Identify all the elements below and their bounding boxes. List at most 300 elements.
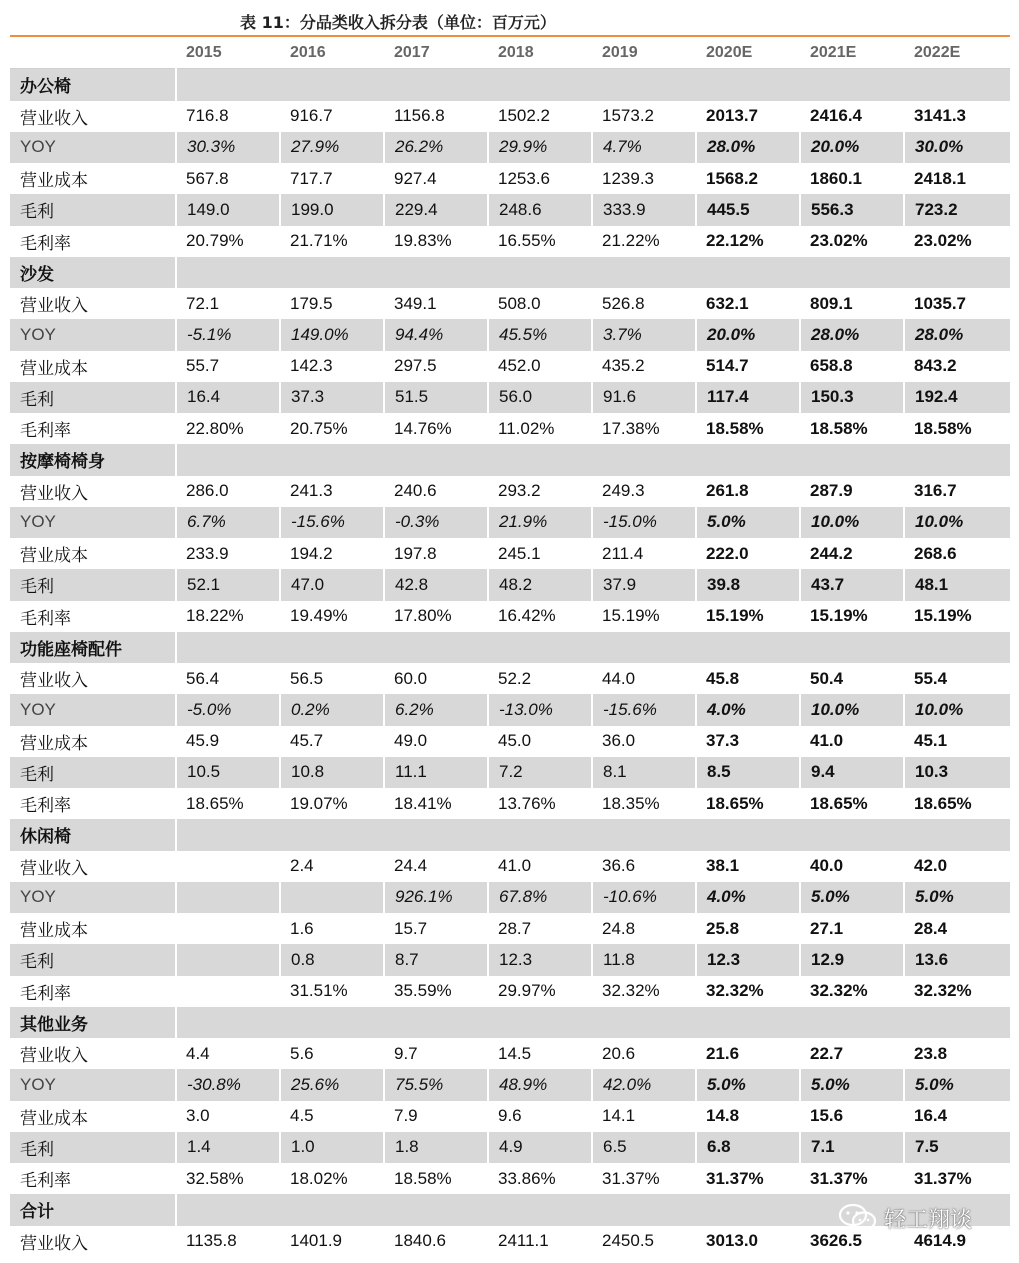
value-cell: 49.0 — [394, 731, 428, 751]
value-cell: -15.6% — [280, 507, 384, 538]
section-blank-cell — [280, 444, 384, 475]
row-label: 毛利率 — [20, 608, 71, 629]
section-blank-cell — [800, 69, 904, 101]
value-cell: 19.83% — [394, 231, 452, 251]
table-row — [10, 694, 1010, 725]
value-cell: 16.4 — [914, 1106, 948, 1126]
header-row — [10, 37, 1010, 69]
value-cell: 48.1 — [904, 569, 1010, 600]
value-cell: 6.7% — [176, 507, 280, 538]
value-cell: 28.0% — [800, 319, 904, 350]
value-cell: 38.1 — [706, 856, 740, 876]
value-cell: 18.02% — [290, 1168, 348, 1188]
value-cell: 179.5 — [290, 293, 333, 313]
value-cell: 5.0% — [800, 882, 904, 913]
value-cell: 91.6 — [592, 382, 696, 413]
value-cell: 7.5 — [904, 1132, 1010, 1163]
value-cell: 809.1 — [810, 293, 853, 313]
row-label: 毛利率 — [20, 233, 71, 254]
value-cell: 6.2% — [384, 694, 488, 725]
value-cell: 9.7 — [394, 1043, 418, 1063]
value-cell: 2013.7 — [706, 106, 758, 126]
value-cell: 5.0% — [800, 1069, 904, 1100]
section-blank-cell — [696, 257, 800, 288]
section-blank-cell — [800, 819, 904, 850]
section-blank-cell — [488, 819, 592, 850]
value-cell: 716.8 — [186, 106, 229, 126]
value-cell: 117.4 — [696, 382, 800, 413]
value-cell: 56.4 — [186, 668, 220, 688]
value-cell: 28.0% — [904, 319, 1010, 350]
row-label: 营业成本 — [20, 733, 88, 754]
value-cell: 18.65% — [706, 793, 764, 813]
value-cell: 10.0% — [800, 694, 904, 725]
value-cell: 12.3 — [488, 944, 592, 975]
row-label: 毛利 — [10, 569, 176, 600]
year-header: 2019 — [592, 37, 696, 69]
value-cell: 1573.2 — [602, 106, 654, 126]
table-row — [10, 569, 1010, 600]
section-blank-cell — [488, 444, 592, 475]
row-label: YOY — [10, 1069, 176, 1100]
value-cell: 7.9 — [394, 1106, 418, 1126]
value-cell: 29.97% — [498, 981, 556, 1001]
section-blank-cell — [280, 257, 384, 288]
table-row — [10, 726, 1010, 757]
table-row — [10, 382, 1010, 413]
value-cell: 14.1 — [602, 1106, 636, 1126]
value-cell: 233.9 — [186, 543, 229, 563]
value-cell: 15.19% — [810, 606, 868, 626]
value-cell: 12.9 — [800, 944, 904, 975]
row-label: 毛利率 — [20, 796, 71, 817]
value-cell: -13.0% — [488, 694, 592, 725]
value-cell: 25.8 — [706, 918, 740, 938]
value-cell: 48.9% — [488, 1069, 592, 1100]
value-cell: 7.1 — [800, 1132, 904, 1163]
value-cell: 45.1 — [914, 731, 948, 751]
value-cell: 13.6 — [904, 944, 1010, 975]
value-cell: 916.7 — [290, 106, 333, 126]
row-label: YOY — [10, 132, 176, 163]
value-cell: 15.6 — [810, 1106, 844, 1126]
value-cell: 30.0% — [904, 132, 1010, 163]
value-cell: 4.4 — [186, 1043, 210, 1063]
value-cell: 31.37% — [706, 1168, 764, 1188]
value-cell: 287.9 — [810, 481, 853, 501]
value-cell: 149.0% — [280, 319, 384, 350]
value-cell: 2.4 — [290, 856, 314, 876]
value-cell: 28.0% — [696, 132, 800, 163]
row-label: 营业成本 — [20, 1108, 88, 1129]
value-cell: 17.38% — [602, 418, 660, 438]
table-row — [10, 351, 1010, 382]
section-blank-cell — [592, 1007, 696, 1038]
value-cell: 261.8 — [706, 481, 749, 501]
value-cell: 249.3 — [602, 481, 645, 501]
table-row — [10, 1069, 1010, 1100]
table-title: 表 11：分品类收入拆分表（单位：百万元） — [240, 13, 556, 32]
section-blank-cell — [592, 819, 696, 850]
year-header: 2022E — [904, 37, 1010, 69]
value-cell: 4.7% — [592, 132, 696, 163]
value-cell: 20.79% — [186, 231, 244, 251]
table-row — [10, 476, 1010, 507]
value-cell: 244.2 — [810, 543, 853, 563]
value-cell: 5.6 — [290, 1043, 314, 1063]
year-header: 2020E — [696, 37, 800, 69]
value-cell: 45.7 — [290, 731, 324, 751]
value-cell: 1.8 — [384, 1132, 488, 1163]
value-cell: 1035.7 — [914, 293, 966, 313]
row-label: 毛利 — [10, 757, 176, 788]
section-blank-cell — [488, 1007, 592, 1038]
row-label: 营业收入 — [20, 108, 88, 129]
value-cell: 37.3 — [706, 731, 740, 751]
row-label: 营业收入 — [20, 1046, 88, 1067]
value-cell: 1840.6 — [394, 1231, 446, 1251]
table-row — [10, 163, 1010, 194]
value-cell: 21.9% — [488, 507, 592, 538]
table-row — [10, 944, 1010, 975]
value-cell: 2450.5 — [602, 1231, 654, 1251]
section-header-row — [10, 632, 1010, 663]
value-cell: 28.7 — [498, 918, 532, 938]
value-cell: 26.2% — [384, 132, 488, 163]
value-cell: 12.3 — [696, 944, 800, 975]
table-row — [10, 226, 1010, 257]
row-label: 营业收入 — [20, 858, 88, 879]
value-cell: 3013.0 — [706, 1231, 758, 1251]
value-cell: 1860.1 — [810, 168, 862, 188]
value-cell — [176, 913, 280, 944]
value-cell: 1135.8 — [186, 1231, 237, 1251]
value-cell: 0.8 — [280, 944, 384, 975]
value-cell: 3.0 — [186, 1106, 210, 1126]
section-blank-cell — [904, 1007, 1010, 1038]
section-title: 合计 — [10, 1194, 176, 1225]
value-cell: 0.2% — [280, 694, 384, 725]
value-cell: 10.5 — [176, 757, 280, 788]
value-cell — [176, 976, 280, 1007]
value-cell: 192.4 — [904, 382, 1010, 413]
value-cell: 75.5% — [384, 1069, 488, 1100]
value-cell: 19.07% — [290, 793, 348, 813]
section-blank-cell — [696, 69, 800, 101]
row-label: 毛利 — [10, 944, 176, 975]
section-blank-cell — [384, 1007, 488, 1038]
value-cell: 13.76% — [498, 793, 556, 813]
value-cell: -15.6% — [592, 694, 696, 725]
value-cell: 24.4 — [394, 856, 428, 876]
value-cell: 41.0 — [810, 731, 844, 751]
section-blank-cell — [176, 1007, 280, 1038]
value-cell: 11.02% — [498, 418, 555, 438]
value-cell: 222.0 — [706, 543, 749, 563]
value-cell: 31.51% — [290, 981, 348, 1001]
row-label: YOY — [10, 319, 176, 350]
section-blank-cell — [176, 257, 280, 288]
table-row — [10, 101, 1010, 132]
section-blank-cell — [904, 819, 1010, 850]
section-blank-cell — [592, 257, 696, 288]
section-header-row — [10, 444, 1010, 475]
row-label: 毛利 — [10, 194, 176, 225]
value-cell: 32.32% — [706, 981, 764, 1001]
section-blank-cell — [280, 1194, 384, 1225]
value-cell: 44.0 — [602, 668, 636, 688]
value-cell: 31.37% — [602, 1168, 660, 1188]
section-title: 其他业务 — [10, 1007, 176, 1038]
value-cell: 14.5 — [498, 1043, 532, 1063]
wechat-icon — [838, 1202, 878, 1234]
value-cell: 445.5 — [696, 194, 800, 225]
year-header: 2018 — [488, 37, 592, 69]
row-label: 营业收入 — [20, 671, 88, 692]
value-cell: 23.02% — [810, 231, 868, 251]
section-blank-cell — [176, 632, 280, 663]
row-label: 营业成本 — [20, 171, 88, 192]
value-cell: 11.8 — [592, 944, 696, 975]
value-cell: 23.8 — [914, 1043, 948, 1063]
table-row — [10, 507, 1010, 538]
row-label: 营业收入 — [20, 1233, 88, 1254]
value-cell: 94.4% — [384, 319, 488, 350]
value-cell: -0.3% — [384, 507, 488, 538]
section-blank-cell — [904, 257, 1010, 288]
row-label: YOY — [10, 882, 176, 913]
section-blank-cell — [696, 632, 800, 663]
value-cell: 22.7 — [810, 1043, 844, 1063]
section-blank-cell — [904, 444, 1010, 475]
value-cell: 6.8 — [696, 1132, 800, 1163]
value-cell: 17.80% — [394, 606, 452, 626]
value-cell: 23.02% — [914, 231, 972, 251]
value-cell: 4614.9 — [914, 1231, 966, 1251]
table-row — [10, 413, 1010, 444]
value-cell: 42.0% — [592, 1069, 696, 1100]
value-cell: 32.32% — [602, 981, 660, 1001]
value-cell: 67.8% — [488, 882, 592, 913]
value-cell: 658.8 — [810, 356, 853, 376]
value-cell: 39.8 — [696, 569, 800, 600]
value-cell: 51.5 — [384, 382, 488, 413]
section-blank-cell — [280, 632, 384, 663]
value-cell: 72.1 — [186, 293, 220, 313]
value-cell: 55.4 — [914, 668, 948, 688]
section-blank-cell — [904, 632, 1010, 663]
corner-cell — [10, 37, 176, 69]
value-cell: 18.65% — [914, 793, 972, 813]
value-cell: 45.8 — [706, 668, 740, 688]
section-blank-cell — [176, 819, 280, 850]
table-row — [10, 601, 1010, 632]
table-row — [10, 788, 1010, 819]
section-blank-cell — [696, 1194, 800, 1225]
value-cell: 18.58% — [914, 418, 972, 438]
section-blank-cell — [488, 1194, 592, 1225]
table-row — [10, 1038, 1010, 1069]
value-cell: 18.65% — [810, 793, 868, 813]
section-title: 办公椅 — [10, 69, 176, 101]
revenue-breakdown-table — [10, 37, 1010, 1257]
value-cell: 245.1 — [498, 543, 541, 563]
section-blank-cell — [176, 69, 280, 101]
value-cell: 293.2 — [498, 481, 541, 501]
value-cell: 333.9 — [592, 194, 696, 225]
value-cell: 19.49% — [290, 606, 348, 626]
value-cell: 18.41% — [394, 793, 452, 813]
section-blank-cell — [592, 1194, 696, 1225]
row-label: 营业成本 — [20, 546, 88, 567]
section-title: 休闲椅 — [10, 819, 176, 850]
value-cell: 2411.1 — [498, 1231, 549, 1251]
value-cell: 21.6 — [706, 1043, 740, 1063]
section-blank-cell — [592, 444, 696, 475]
value-cell: 1502.2 — [498, 106, 550, 126]
value-cell: -30.8% — [176, 1069, 280, 1100]
value-cell: 42.8 — [384, 569, 488, 600]
value-cell: 29.9% — [488, 132, 592, 163]
row-label: 营业收入 — [20, 296, 88, 317]
section-blank-cell — [696, 819, 800, 850]
value-cell: 717.7 — [290, 168, 333, 188]
section-title: 功能座椅配件 — [10, 632, 176, 663]
year-header: 2015 — [176, 37, 280, 69]
value-cell: 10.0% — [800, 507, 904, 538]
value-cell: 10.3 — [904, 757, 1010, 788]
value-cell: 27.1 — [810, 918, 844, 938]
section-blank-cell — [384, 69, 488, 101]
value-cell: 508.0 — [498, 293, 541, 313]
value-cell: 268.6 — [914, 543, 957, 563]
value-cell: 36.6 — [602, 856, 636, 876]
section-header-row — [10, 257, 1010, 288]
value-cell: 37.9 — [592, 569, 696, 600]
value-cell: 45.9 — [186, 731, 220, 751]
table-row — [10, 1132, 1010, 1163]
row-label: YOY — [10, 694, 176, 725]
value-cell: 31.37% — [914, 1168, 972, 1188]
value-cell — [280, 882, 384, 913]
value-cell: 6.5 — [592, 1132, 696, 1163]
value-cell: 18.35% — [602, 793, 660, 813]
value-cell: 632.1 — [706, 293, 749, 313]
value-cell: 18.22% — [186, 606, 244, 626]
value-cell: 32.32% — [810, 981, 868, 1001]
value-cell: 20.0% — [800, 132, 904, 163]
value-cell: 3626.5 — [810, 1231, 862, 1251]
value-cell: 7.2 — [488, 757, 592, 788]
table-row — [10, 132, 1010, 163]
value-cell: 4.0% — [696, 882, 800, 913]
value-cell: 286.0 — [186, 481, 229, 501]
value-cell: 2418.1 — [914, 168, 966, 188]
value-cell: 15.19% — [914, 606, 972, 626]
value-cell: 1239.3 — [602, 168, 654, 188]
value-cell: 248.6 — [488, 194, 592, 225]
value-cell: 21.22% — [602, 231, 660, 251]
value-cell: 56.0 — [488, 382, 592, 413]
value-cell: 18.58% — [394, 1168, 452, 1188]
value-cell: 1.6 — [290, 918, 314, 938]
section-title: 沙发 — [10, 257, 176, 288]
section-header-row — [10, 69, 1010, 101]
value-cell: 240.6 — [394, 481, 437, 501]
value-cell: 843.2 — [914, 356, 957, 376]
value-cell: -15.0% — [592, 507, 696, 538]
value-cell: 30.3% — [176, 132, 280, 163]
value-cell: 43.7 — [800, 569, 904, 600]
year-header: 2021E — [800, 37, 904, 69]
value-cell: 45.5% — [488, 319, 592, 350]
value-cell: 45.0 — [498, 731, 532, 751]
row-label: 毛利率 — [20, 1171, 71, 1192]
table-body — [10, 69, 1010, 1257]
value-cell: 199.0 — [280, 194, 384, 225]
value-cell: 15.19% — [706, 606, 764, 626]
watermark-text: 轻工翔谈 — [884, 1207, 973, 1233]
value-cell: 5.0% — [904, 1069, 1010, 1100]
value-cell: 8.1 — [592, 757, 696, 788]
row-label: 营业成本 — [20, 921, 88, 942]
section-blank-cell — [488, 257, 592, 288]
value-cell: 22.12% — [706, 231, 764, 251]
table-row — [10, 913, 1010, 944]
value-cell: 14.8 — [706, 1106, 740, 1126]
section-blank-cell — [488, 69, 592, 101]
section-blank-cell — [384, 632, 488, 663]
value-cell: 55.7 — [186, 356, 220, 376]
value-cell: 42.0 — [914, 856, 948, 876]
value-cell — [176, 882, 280, 913]
section-blank-cell — [592, 69, 696, 101]
table-row — [10, 882, 1010, 913]
value-cell — [176, 944, 280, 975]
value-cell: 35.59% — [394, 981, 452, 1001]
value-cell: 567.8 — [186, 168, 229, 188]
value-cell: 22.80% — [186, 418, 244, 438]
section-header-row — [10, 819, 1010, 850]
value-cell: 150.3 — [800, 382, 904, 413]
value-cell: 16.4 — [176, 382, 280, 413]
value-cell: 723.2 — [904, 194, 1010, 225]
value-cell: 8.7 — [384, 944, 488, 975]
value-cell: 32.32% — [914, 981, 972, 1001]
value-cell — [176, 851, 280, 882]
value-cell: 32.58% — [186, 1168, 244, 1188]
value-cell: 18.65% — [186, 793, 244, 813]
table-row — [10, 319, 1010, 350]
value-cell: 15.7 — [394, 918, 428, 938]
value-cell: 20.6 — [602, 1043, 636, 1063]
value-cell: -10.6% — [592, 882, 696, 913]
value-cell: 349.1 — [394, 293, 437, 313]
value-cell: 10.0% — [904, 507, 1010, 538]
value-cell: 926.1% — [384, 882, 488, 913]
value-cell: 3141.3 — [914, 106, 966, 126]
section-blank-cell — [800, 632, 904, 663]
section-blank-cell — [384, 819, 488, 850]
section-blank-cell — [800, 444, 904, 475]
value-cell: 9.4 — [800, 757, 904, 788]
table-row — [10, 194, 1010, 225]
value-cell: 33.86% — [498, 1168, 556, 1188]
table-row — [10, 976, 1010, 1007]
section-blank-cell — [384, 1194, 488, 1225]
value-cell: 9.6 — [498, 1106, 522, 1126]
row-label: 毛利 — [10, 382, 176, 413]
